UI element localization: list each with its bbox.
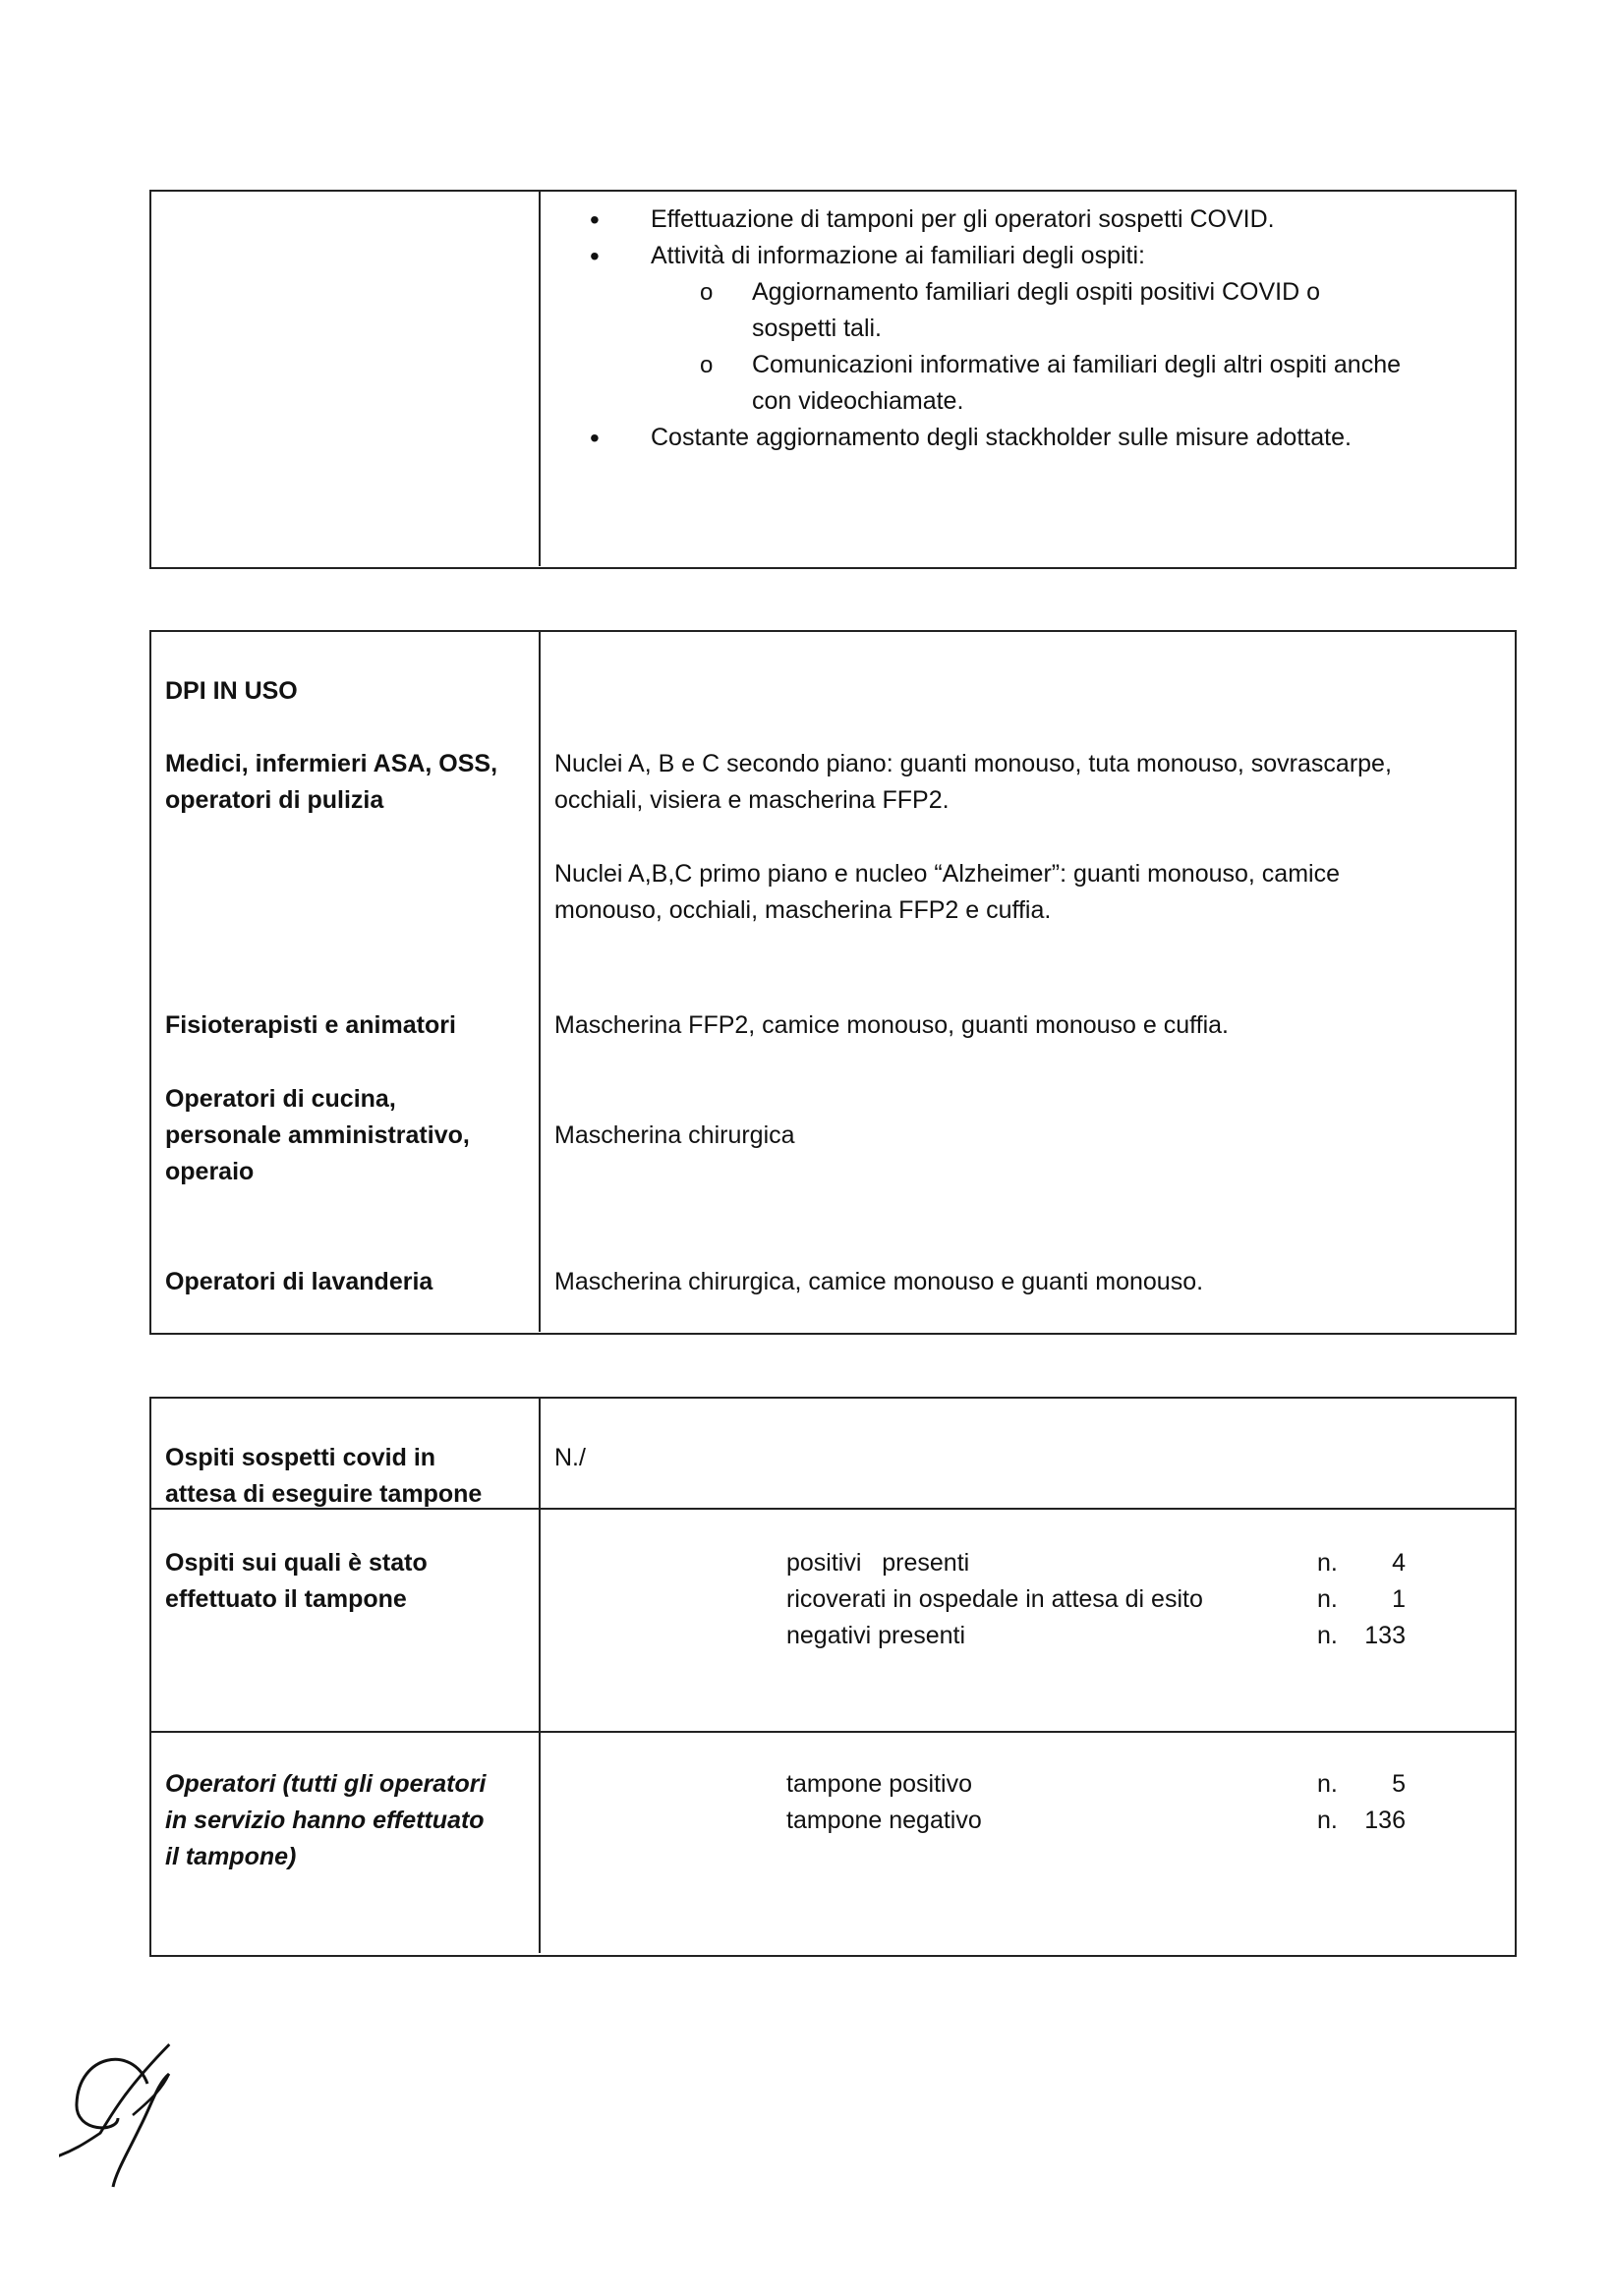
suspected-value: N./ (554, 1444, 586, 1471)
dpi-table (149, 630, 1517, 1335)
measures-table (149, 190, 1517, 569)
dpi-role: Medici, infermieri ASA, OSS, operatori di pulizia (165, 750, 498, 814)
measures-cell (541, 192, 1515, 566)
dpi-description: Nuclei A,B,C primo piano e nucleo “Alzheimer”: guanti monouso, camice monouso, occhiali, mascherina FFP2 e cuffia. (554, 860, 1340, 924)
dpi-description: Mascherina chirurgica, camice monouso e guanti monouso. (554, 1268, 1204, 1295)
dpi-description: Nuclei A, B e C secondo piano: guanti monouso, tuta monouso, sovrascarpe, occhiali, visiera e mascherina FFP2. (554, 750, 1392, 814)
list-item: • Effettuazione di tamponi per gli operatori sospetti COVID. (541, 201, 1515, 238)
dpi-role: Operatori di cucina, personale amministrativo, operaio (165, 1085, 470, 1185)
dpi-description: Mascherina FFP2, camice monouso, guanti monouso e cuffia. (554, 1011, 1229, 1039)
stat-row: tampone positivo n. 5 (786, 1770, 1406, 1798)
sub-list-item: o Aggiornamento familiari degli ospiti positivi COVID o sospetti tali. (541, 274, 1515, 347)
measures-empty-cell (151, 192, 541, 566)
dpi-title: DPI IN USO (165, 677, 298, 705)
sub-list (541, 274, 1515, 420)
signature-icon (59, 2025, 177, 2192)
swab-table (149, 1397, 1517, 1957)
table-row: Operatori (tutti gli operatori in servizio hanno effettuato il tampone) tampone positivo n. 5 tampone negativo n. 136 (151, 1731, 1515, 1953)
list-item: • Attività di informazione ai familiari degli ospiti: o Aggiornamento familiari degli ospiti positivi COVID o sospetti tali. o Comunicazioni informative ai familiari degli altri ospiti anche con videochiamate. (541, 238, 1515, 420)
list-item: • Costante aggiornamento degli stackholder sulle misure adottate. (541, 420, 1515, 456)
table-row: Ospiti sospetti covid in attesa di eseguire tampone N./ (151, 1399, 1515, 1508)
table-row: Ospiti sui quali è stato effettuato il tampone positivi presenti n. 4 ricoverati in ospedale in attesa di esito n. 1 negativi presenti n. 133 (151, 1508, 1515, 1731)
dpi-role: Operatori di lavanderia (165, 1268, 433, 1295)
sub-list-item: o Comunicazioni informative ai familiari degli altri ospiti anche con videochiamate. (541, 347, 1515, 420)
stat-row: positivi presenti n. 4 (786, 1549, 1406, 1577)
stat-row: tampone negativo n. 136 (786, 1807, 1406, 1834)
stat-row: ricoverati in ospedale in attesa di esito n. 1 (786, 1585, 1406, 1613)
dpi-description: Mascherina chirurgica (554, 1121, 795, 1149)
stat-row: negativi presenti n. 133 (786, 1622, 1406, 1649)
dpi-role: Fisioterapisti e animatori (165, 1011, 456, 1039)
measures-list (541, 201, 1515, 456)
